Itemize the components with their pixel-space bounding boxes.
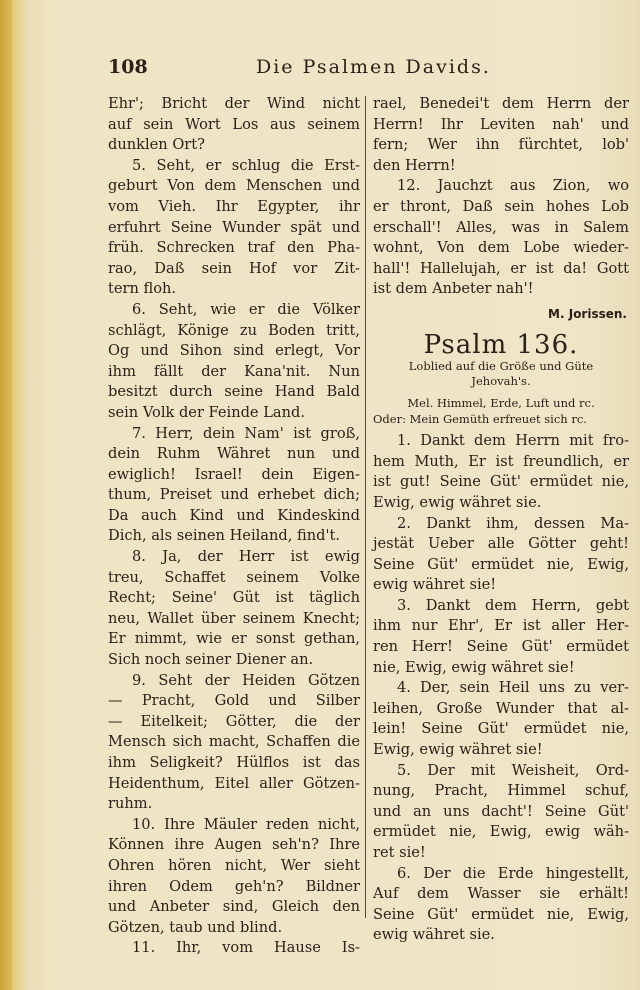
text-line: fern; Wer ihn fürchtet, lob' bbox=[373, 136, 629, 154]
text-line: schlägt, Könige zu Boden tritt, bbox=[108, 321, 360, 339]
alt-melody-line: Oder: Mein Gemüth erfreuet sich rc. bbox=[373, 412, 587, 427]
text-line: Seine Güt' ermüdet nie, Ewig, bbox=[373, 905, 629, 923]
page-number: 108 bbox=[108, 56, 148, 78]
text-line: ihm nur Ehr', Er ist aller Her- bbox=[373, 617, 629, 635]
text-line: dunklen Ort? bbox=[108, 136, 205, 154]
text-line: wohnt, Von dem Lobe wieder- bbox=[373, 239, 629, 257]
text-line: Ewig, ewig währet sie. bbox=[373, 493, 542, 511]
text-line: dein Ruhm Währet nun und bbox=[108, 445, 360, 463]
text-line: den Herrn! bbox=[373, 156, 456, 174]
text-line: und an uns dacht'! Seine Güt' bbox=[373, 802, 629, 820]
text-line: Sich noch seiner Diener an. bbox=[108, 651, 314, 669]
page-edge bbox=[0, 0, 12, 990]
text-line: 10. Ihre Mäuler reden nicht, bbox=[132, 815, 360, 833]
text-line: Heidenthum, Eitel aller Götzen- bbox=[108, 774, 360, 792]
text-line: tern floh. bbox=[108, 280, 177, 298]
text-line: und Anbeter sind, Gleich den bbox=[108, 898, 360, 916]
text-line: Er nimmt, wie er sonst gethan, bbox=[108, 630, 360, 648]
text-line: geburt Von dem Menschen und bbox=[108, 177, 360, 195]
text-line: thum, Preiset und erhebet dich; bbox=[108, 486, 360, 504]
text-line: ren Herr! Seine Güt' ermüdet bbox=[373, 638, 629, 656]
text-line: 2. Dankt ihm, dessen Ma- bbox=[397, 514, 629, 532]
psalm-title: Psalm 136. bbox=[423, 329, 579, 360]
text-line: er thront, Daß sein hohes Lob bbox=[373, 197, 629, 215]
running-title: Die Psalmen Davids. bbox=[256, 56, 491, 78]
text-line: vom Vieh. Ihr Egypter, ihr bbox=[108, 197, 360, 215]
text-line: ist gut! Seine Güt' ermüdet nie, bbox=[373, 473, 629, 491]
psalm-135-ending bbox=[373, 94, 629, 300]
text-line: auf sein Wort Los aus seinem bbox=[108, 115, 360, 133]
text-line: 6. Seht, wie er die Völker bbox=[132, 300, 360, 318]
text-line: Auf dem Wasser sie erhält! bbox=[373, 885, 629, 903]
text-line: 5. Der mit Weisheit, Ord- bbox=[397, 761, 629, 779]
text-line: Dich, als seinen Heiland, find't. bbox=[108, 527, 340, 545]
text-line: Og und Sihon sind erlegt, Vor bbox=[108, 342, 360, 360]
text-line: 12. Jauchzt aus Zion, wo bbox=[397, 177, 629, 195]
text-line: ihren Odem geh'n? Bildner bbox=[108, 877, 360, 895]
text-line: erschall'! Alles, was in Salem bbox=[373, 218, 629, 236]
text-line: ewig währet sie. bbox=[373, 926, 495, 944]
text-line: — Eitelkeit; Götter, die der bbox=[108, 712, 360, 730]
text-line: 4. Der, sein Heil uns zu ver- bbox=[397, 679, 629, 697]
text-line: Ohren hören nicht, Wer sieht bbox=[108, 856, 360, 874]
text-line: nung, Pracht, Himmel schuf, bbox=[373, 782, 629, 800]
text-line: leihen, Große Wunder that al- bbox=[373, 699, 629, 717]
text-line: besitzt durch seine Hand Bald bbox=[108, 383, 360, 401]
text-line: ewiglich! Israel! dein Eigen- bbox=[108, 465, 360, 483]
text-line: Können ihre Augen seh'n? Ihre bbox=[108, 836, 360, 854]
column-rule bbox=[365, 96, 366, 918]
text-line: ruhm. bbox=[108, 795, 153, 813]
text-line: früh. Schrecken traf den Pha- bbox=[108, 239, 360, 257]
text-line: 6. Der die Erde hingestellt, bbox=[397, 864, 629, 882]
left-column bbox=[108, 94, 360, 959]
text-line: sein Volk der Feinde Land. bbox=[108, 403, 305, 421]
text-line: hall'! Hallelujah, er ist da! Gott bbox=[373, 259, 629, 277]
text-line: Götzen, taub und blind. bbox=[108, 918, 283, 936]
text-line: 3. Dankt dem Herrn, gebt bbox=[397, 596, 629, 614]
text-line: Mensch sich macht, Schaffen die bbox=[108, 733, 360, 751]
text-line: ihm fällt der Kana'nit. Nun bbox=[108, 362, 360, 380]
text-line: jestät Ueber alle Götter geht! bbox=[373, 535, 629, 553]
text-line: Seine Güt' ermüdet nie, Ewig, bbox=[373, 555, 629, 573]
psalm-136-verses bbox=[373, 431, 629, 946]
text-line: Herrn! Ihr Leviten nah' und bbox=[373, 115, 629, 133]
text-line: 9. Seht der Heiden Götzen bbox=[132, 671, 360, 689]
text-line: lein! Seine Güt' ermüdet nie, bbox=[373, 720, 629, 738]
text-line: hem Muth, Er ist freundlich, er bbox=[373, 452, 629, 470]
text-line: nie, Ewig, ewig währet sie! bbox=[373, 658, 575, 676]
melody-line: Mel. Himmel, Erde, Luft und rc. bbox=[407, 396, 595, 411]
text-line: — Pracht, Gold und Silber bbox=[108, 692, 360, 710]
text-line: 7. Herr, dein Nam' ist groß, bbox=[132, 424, 360, 442]
text-line: Ewig, ewig währet sie! bbox=[373, 741, 543, 759]
text-line: ist dem Anbeter nah'! bbox=[373, 280, 534, 298]
text-line: ihm Seligkeit? Hülflos ist das bbox=[108, 754, 360, 771]
text-line: 5. Seht, er schlug die Erst- bbox=[132, 156, 360, 174]
text-line: Ehr'; Bricht der Wind nicht bbox=[108, 95, 360, 112]
text-line: rael, Benedei't dem Herrn der bbox=[373, 95, 629, 112]
author-name: M. Jorissen. bbox=[548, 306, 627, 321]
text-line: Recht; Seine' Güt ist täglich bbox=[108, 589, 360, 607]
text-line: Da auch Kind und Kindeskind bbox=[108, 506, 360, 524]
text-line: ret sie! bbox=[373, 844, 426, 861]
right-column bbox=[373, 94, 629, 946]
text-line: ewig währet sie! bbox=[373, 576, 497, 594]
text-line: 8. Ja, der Herr ist ewig bbox=[132, 548, 360, 566]
text-line: treu, Schaffet seinem Volke bbox=[108, 568, 360, 586]
text-line: 1. Dankt dem Herrn mit fro- bbox=[397, 432, 629, 450]
text-line: erfuhrt Seine Wunder spät und bbox=[108, 218, 360, 236]
text-line: neu, Wallet über seinem Knecht; bbox=[108, 609, 360, 627]
text-line: rao, Daß sein Hof vor Zit- bbox=[108, 259, 360, 277]
psalm-subtitle: Loblied auf die Größe und Güte bbox=[408, 359, 594, 374]
text-line: 11. Ihr, vom Hause Is- bbox=[132, 939, 360, 957]
psalm-subtitle-2: Jehovah's. bbox=[471, 374, 531, 389]
page-header bbox=[108, 56, 628, 84]
text-line: ermüdet nie, Ewig, ewig wäh- bbox=[373, 823, 629, 841]
